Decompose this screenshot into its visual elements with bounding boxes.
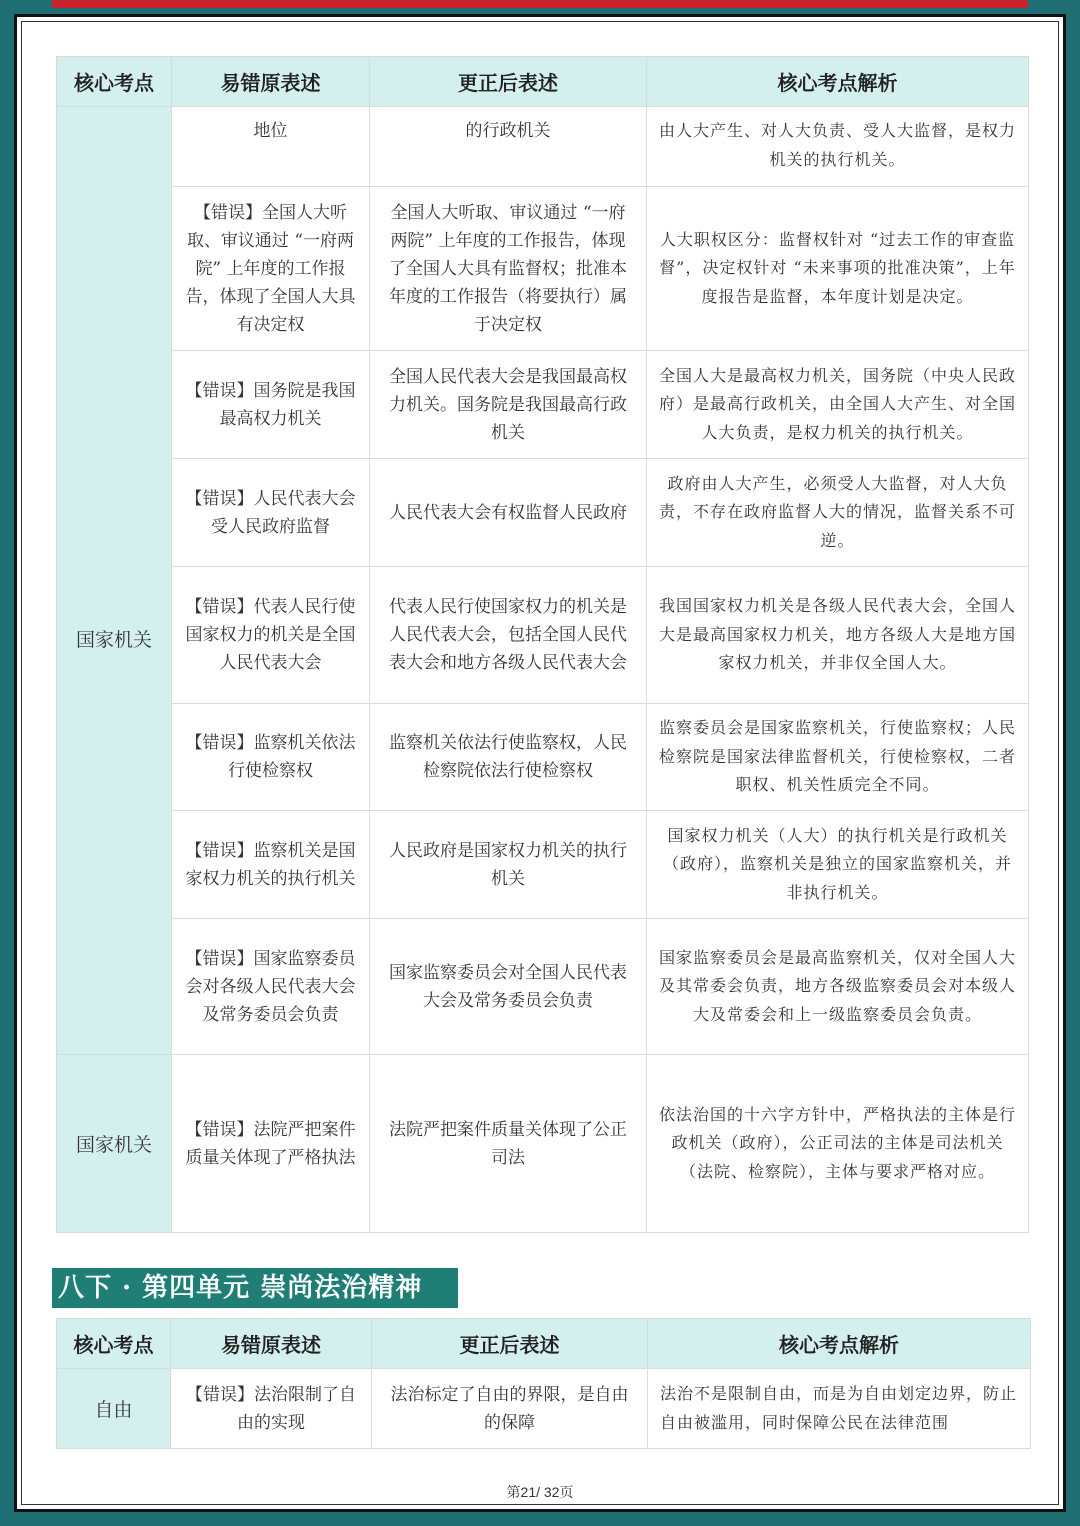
page-number: 第21/ 32页 xyxy=(506,1484,574,1500)
header-core-point: 核心考点 xyxy=(57,1319,171,1369)
correct-cell: 全国人大听取、审议通过 “一府两院” 上年度的工作报告，体现了全国人大具有监督权；批准本年度的工作报告（将要执行）属于决定权 xyxy=(370,187,647,351)
error-cell: 地位 xyxy=(172,107,370,187)
error-correction-table-2 xyxy=(56,1318,1031,1449)
table-header-row xyxy=(57,57,1029,107)
analysis-cell: 依法治国的十六字方针中，严格执法的主体是行政机关（政府），公正司法的主体是司法机关（法院、检察院），主体与要求严格对应。 xyxy=(647,1055,1029,1233)
error-cell: 【错误】国务院是我国最高权力机关 xyxy=(172,351,370,459)
table-row xyxy=(57,107,1029,187)
topic-cell: 国家机关 xyxy=(57,1055,172,1233)
error-cell: 【错误】代表人民行使国家权力的机关是全国人民代表大会 xyxy=(172,567,370,704)
header-corrected-statement: 更正后表述 xyxy=(372,1319,648,1369)
correct-cell: 法院严把案件质量关体现了公正司法 xyxy=(370,1055,647,1233)
correct-cell: 监察机关依法行使监察权，人民检察院依法行使检察权 xyxy=(370,704,647,811)
header-error-statement: 易错原表述 xyxy=(172,57,370,107)
error-cell: 【错误】法治限制了自由的实现 xyxy=(171,1369,372,1449)
correct-cell: 代表人民行使国家权力的机关是人民代表大会，包括全国人民代表大会和地方各级人民代表大会 xyxy=(370,567,647,704)
table-row xyxy=(57,1369,1031,1449)
correct-cell: 国家监察委员会对全国人民代表大会及常务委员会负责 xyxy=(370,919,647,1055)
error-cell: 【错误】监察机关依法行使检察权 xyxy=(172,704,370,811)
analysis-cell: 人大职权区分：监督权针对 “过去工作的审查监督”，决定权针对 “未来事项的批准决策”，上年度报告是监督，本年度计划是决定。 xyxy=(647,187,1029,351)
table-row xyxy=(57,704,1029,811)
correct-cell: 人民政府是国家权力机关的执行机关 xyxy=(370,811,647,919)
correct-cell: 全国人民代表大会是我国最高权力机关。国务院是我国最高行政机关 xyxy=(370,351,647,459)
table-row xyxy=(57,351,1029,459)
correct-cell: 的行政机关 xyxy=(370,107,647,187)
analysis-cell: 由人大产生、对人大负责、受人大监督，是权力机关的执行机关。 xyxy=(647,107,1029,187)
table-row xyxy=(57,567,1029,704)
analysis-cell: 法治不是限制自由，而是为自由划定边界，防止自由被滥用，同时保障公民在法律范围 xyxy=(648,1369,1031,1449)
section-title: 八下 · 第四单元 崇尚法治精神 xyxy=(52,1268,458,1308)
table-row xyxy=(57,187,1029,351)
error-correction-table-1 xyxy=(56,56,1029,1233)
error-cell: 【错误】全国人大听取、审议通过 “一府两院” 上年度的工作报告，体现了全国人大具有决定权 xyxy=(172,187,370,351)
correct-cell: 人民代表大会有权监督人民政府 xyxy=(370,459,647,567)
analysis-cell: 我国国家权力机关是各级人民代表大会，全国人大是最高国家权力机关，地方各级人大是地方国家权力机关，并非仅全国人大。 xyxy=(647,567,1029,704)
analysis-cell: 全国人大是最高权力机关，国务院（中央人民政府）是最高行政机关，由全国人大产生、对全国人大负责，是权力机关的执行机关。 xyxy=(647,351,1029,459)
correct-cell: 法治标定了自由的界限，是自由的保障 xyxy=(372,1369,648,1449)
header-error-statement: 易错原表述 xyxy=(171,1319,372,1369)
error-cell: 【错误】人民代表大会受人民政府监督 xyxy=(172,459,370,567)
analysis-cell: 国家权力机关（人大）的执行机关是行政机关（政府），监察机关是独立的国家监察机关，并非执行机关。 xyxy=(647,811,1029,919)
table-header-row xyxy=(57,1319,1031,1369)
topic-cell: 国家机关 xyxy=(57,107,172,1055)
table-row xyxy=(57,811,1029,919)
error-cell: 【错误】国家监察委员会对各级人民代表大会及常务委员会负责 xyxy=(172,919,370,1055)
header-analysis: 核心考点解析 xyxy=(648,1319,1031,1369)
error-cell: 【错误】监察机关是国家权力机关的执行机关 xyxy=(172,811,370,919)
table-row xyxy=(57,459,1029,567)
analysis-cell: 国家监察委员会是最高监察机关，仅对全国人大及其常委会负责，地方各级监察委员会对本级人大及常委会和上一级监察委员会负责。 xyxy=(647,919,1029,1055)
header-corrected-statement: 更正后表述 xyxy=(370,57,647,107)
analysis-cell: 监察委员会是国家监察机关，行使监察权；人民检察院是国家法律监督机关，行使检察权，二者职权、机关性质完全不同。 xyxy=(647,704,1029,811)
top-red-strip xyxy=(52,0,1028,8)
topic-cell: 自由 xyxy=(57,1369,171,1449)
analysis-cell: 政府由人大产生，必须受人大监督，对人大负责，不存在政府监督人大的情况，监督关系不可逆。 xyxy=(647,459,1029,567)
header-analysis: 核心考点解析 xyxy=(647,57,1029,107)
table-row xyxy=(57,1055,1029,1233)
table-row xyxy=(57,919,1029,1055)
error-cell: 【错误】法院严把案件质量关体现了严格执法 xyxy=(172,1055,370,1233)
header-core-point: 核心考点 xyxy=(57,57,172,107)
